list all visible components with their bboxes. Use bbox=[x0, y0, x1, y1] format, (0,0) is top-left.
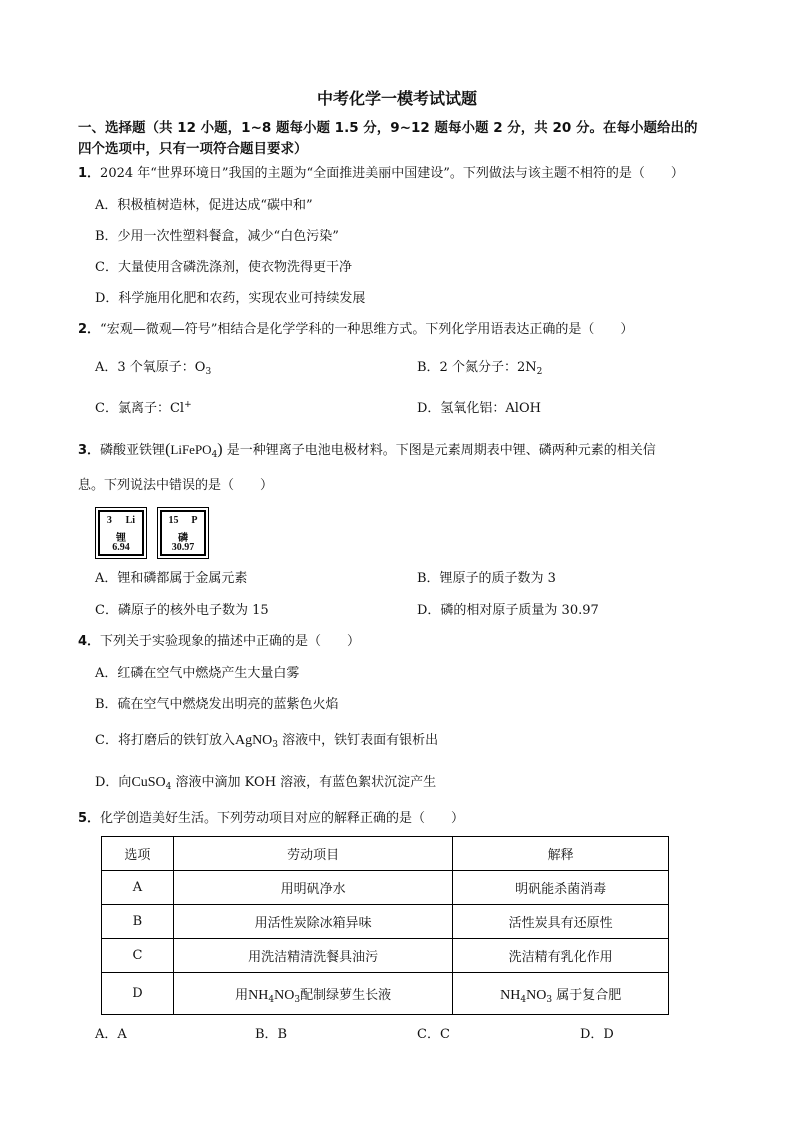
cell-text: 属于复合肥 bbox=[556, 987, 622, 1003]
q4-option-d bbox=[95, 773, 436, 793]
atomic-mass: 30.97 bbox=[171, 542, 195, 553]
q2-option-d: D．氢氧化铝：AlOH bbox=[417, 401, 541, 416]
table-header-row bbox=[102, 837, 669, 871]
section-heading-line1: 一、选择题（共 12 小题，1~8 题每小题 1.5 分，9~12 题每小题 2 分，共 20 分。在每小题给出的 bbox=[78, 120, 698, 136]
table-cell bbox=[453, 973, 669, 1015]
formula: NO bbox=[526, 987, 547, 1003]
subscript: 4 bbox=[268, 994, 275, 1005]
formula: NH bbox=[500, 987, 521, 1003]
question-5 bbox=[78, 809, 758, 829]
question-text: 2024 年“世界环境日”我国的主题为“全面推进美丽中国建设”。下列做法与该主题不相符的是（ ） bbox=[100, 166, 684, 181]
question-text: 化学创造美好生活。下列劳动项目对应的解释正确的是（ ） bbox=[100, 811, 465, 826]
q2-option-a bbox=[95, 358, 211, 378]
question-number: 5． bbox=[78, 811, 101, 826]
table-cell: C bbox=[102, 939, 174, 973]
element-symbol: Li bbox=[125, 515, 136, 526]
cell-text: 配制绿萝生长液 bbox=[300, 987, 392, 1003]
question-text: 下列关于实验现象的描述中正确的是（ ） bbox=[100, 634, 361, 649]
question-number: 2． bbox=[78, 322, 101, 337]
paren-open: ( bbox=[165, 441, 171, 458]
q1-option-c: C．大量使用含磷洗涤剂，使衣物洗得更干净 bbox=[95, 260, 352, 275]
q4-option-a: A．红磷在空气中燃烧产生大量白雾 bbox=[95, 666, 300, 681]
paren-close: ) bbox=[217, 441, 223, 458]
formula: CuSO bbox=[131, 775, 166, 790]
atomic-mass: 6.94 bbox=[112, 542, 130, 553]
subscript: 3 bbox=[205, 367, 212, 377]
cell-inner-border bbox=[160, 510, 206, 556]
table-row bbox=[102, 939, 669, 973]
table-cell: 明矾能杀菌消毒 bbox=[453, 871, 669, 905]
header-cell: 劳动项目 bbox=[173, 837, 452, 871]
table-cell: 活性炭具有还原性 bbox=[453, 905, 669, 939]
table-cell: 用活性炭除冰箱异味 bbox=[173, 905, 452, 939]
atomic-number: 15 bbox=[168, 515, 179, 526]
question-4 bbox=[78, 632, 758, 652]
question-number: 4． bbox=[78, 634, 101, 649]
table-cell: 用明矾净水 bbox=[173, 871, 452, 905]
exam-title: 中考化学一模考试试题 bbox=[316, 89, 477, 108]
subscript: 4 bbox=[211, 450, 218, 460]
q1-option-b: B．少用一次性塑料餐盒，减少“白色污染” bbox=[95, 229, 339, 244]
formula: LiFePO bbox=[170, 442, 212, 457]
table-cell: D bbox=[102, 973, 174, 1015]
subscript: 2 bbox=[536, 367, 543, 377]
table-cell bbox=[173, 973, 452, 1015]
question-2 bbox=[78, 320, 758, 340]
header-cell: 解释 bbox=[453, 837, 669, 871]
subscript: 4 bbox=[165, 782, 172, 792]
element-cell-lithium bbox=[95, 507, 147, 559]
section-heading bbox=[78, 118, 758, 160]
question-number: 3． bbox=[78, 443, 101, 458]
subscript: 3 bbox=[272, 740, 279, 750]
table-row bbox=[102, 905, 669, 939]
question-1 bbox=[78, 164, 758, 184]
option-text: C．将打磨后的铁钉放入 bbox=[95, 733, 235, 748]
table-cell: B bbox=[102, 905, 174, 939]
table-row bbox=[102, 871, 669, 905]
option-text: 溶液中，铁钉表面有银析出 bbox=[282, 733, 439, 748]
q3-option-a: A．锂和磷都属于金属元素 bbox=[95, 571, 248, 586]
q2-option-b bbox=[417, 358, 542, 378]
element-name: 磷 bbox=[178, 533, 188, 544]
option-text: A．3 个氧原子：O bbox=[95, 360, 206, 375]
table-cell: A bbox=[102, 871, 174, 905]
subscript: 3 bbox=[294, 994, 301, 1005]
table-row bbox=[102, 973, 669, 1015]
option-text: D．向 bbox=[95, 775, 132, 790]
q3-option-c: C．磷原子的核外电子数为 15 bbox=[95, 603, 269, 618]
q5-option-d: D．D bbox=[580, 1027, 614, 1042]
q3-option-b: B．锂原子的质子数为 3 bbox=[417, 571, 556, 586]
option-text: C．氯离子：Cl bbox=[95, 401, 185, 416]
q5-option-a: A．A bbox=[95, 1027, 127, 1042]
q1-option-a: A．积极植树造林，促进达成“碳中和” bbox=[95, 198, 313, 213]
q5-option-c: C．C bbox=[417, 1027, 450, 1042]
question-text: 磷酸亚铁锂 bbox=[100, 443, 166, 458]
cell-inner-border bbox=[98, 510, 144, 556]
formula: AgNO bbox=[234, 733, 273, 748]
formula: NO bbox=[274, 987, 295, 1003]
element-name: 锂 bbox=[116, 533, 126, 544]
subscript: 4 bbox=[520, 994, 527, 1005]
superscript: + bbox=[184, 400, 192, 410]
q4-option-b: B．硫在空气中燃烧发出明亮的蓝紫色火焰 bbox=[95, 697, 339, 712]
table-cell: 洗洁精有乳化作用 bbox=[453, 939, 669, 973]
q5-option-b: B．B bbox=[255, 1027, 288, 1042]
q3-option-d: D．磷的相对原子质量为 30.97 bbox=[417, 603, 599, 618]
option-text: 溶液中滴加 KOH 溶液，有蓝色絮状沉淀产生 bbox=[175, 775, 437, 790]
answer-table bbox=[101, 836, 669, 1015]
formula: NH bbox=[248, 987, 269, 1003]
question-3 bbox=[78, 440, 758, 461]
question-number: 1． bbox=[78, 166, 101, 181]
q2-option-c bbox=[95, 399, 192, 419]
subscript: 3 bbox=[546, 994, 553, 1005]
table-cell: 用洗洁精清洗餐具油污 bbox=[173, 939, 452, 973]
q1-option-d: D．科学施用化肥和农药，实现农业可持续发展 bbox=[95, 291, 366, 306]
element-cell-phosphorus bbox=[157, 507, 209, 559]
cell-text: 用 bbox=[235, 987, 249, 1003]
q4-option-c bbox=[95, 731, 438, 751]
atomic-number: 3 bbox=[106, 515, 112, 526]
option-text: B．2 个氮分子：2N bbox=[417, 360, 537, 375]
question-3-line2: 息。下列说法中错误的是（ ） bbox=[78, 478, 274, 493]
question-text: 是一种锂离子电池电极材料。下图是元素周期表中锂、磷两种元素的相关信 bbox=[226, 443, 656, 458]
section-heading-line2: 四个选项中，只有一项符合题目要求） bbox=[78, 141, 308, 157]
header-cell: 选项 bbox=[102, 837, 174, 871]
element-symbol: P bbox=[191, 515, 198, 526]
question-text: “宏观—微观—符号”相结合是化学学科的一种思维方式。下列化学用语表达正确的是（ ） bbox=[100, 322, 634, 337]
